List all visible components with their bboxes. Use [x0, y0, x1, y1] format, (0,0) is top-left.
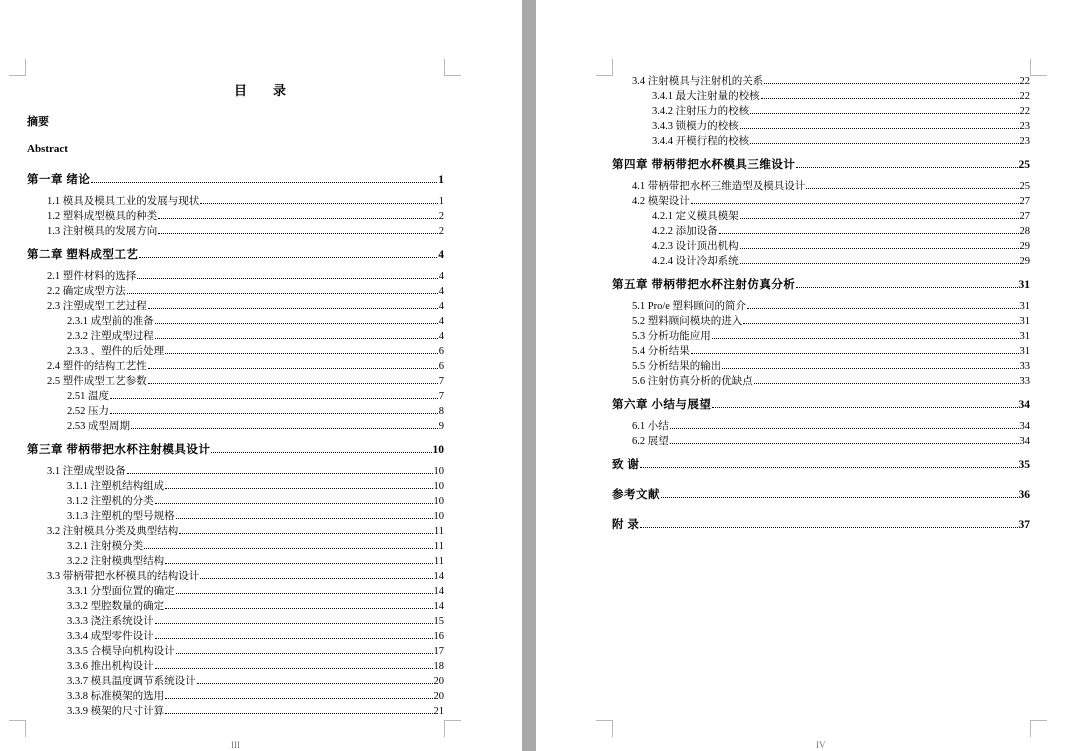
toc-entry-title: 2.53 成型周期 — [67, 421, 130, 432]
toc-entry-page-number: 37 — [1018, 519, 1030, 531]
dot-leader — [661, 497, 1018, 498]
dot-leader — [750, 113, 1018, 114]
dot-leader — [155, 623, 433, 624]
crop-mark-bottom-left — [596, 720, 613, 737]
toc-entry-title: 5.4 分析结果 — [632, 346, 690, 357]
toc-entry-title: 3.3.9 模架的尺寸计算 — [67, 706, 165, 717]
toc-entry-page-number: 2 — [438, 226, 444, 237]
dot-leader — [743, 323, 1018, 324]
toc-entry[interactable] — [632, 330, 1030, 344]
toc-entry[interactable] — [67, 480, 444, 494]
toc-entry[interactable] — [632, 300, 1030, 314]
dot-leader — [740, 248, 1019, 249]
toc-entry-title: 5.2 塑料顾问模块的进入 — [632, 316, 743, 327]
toc-entry[interactable] — [47, 375, 444, 389]
toc-title-char-2: 录 — [273, 83, 289, 98]
dot-leader — [176, 518, 433, 519]
toc-entry-title: 3.3.7 模具温度调节系统设计 — [67, 676, 196, 687]
toc-entry-page-number: 34 — [1019, 436, 1030, 447]
toc-entry-title: 第四章 带柄带把水杯模具三维设计 — [612, 159, 796, 171]
toc-entry-title: 致 谢 — [612, 459, 640, 471]
dot-leader — [165, 698, 432, 699]
toc-title — [0, 80, 522, 99]
toc-entry-page-number: 31 — [1019, 346, 1030, 357]
dot-leader — [110, 398, 438, 399]
toc-entry-title: 3.3.2 型腔数量的确定 — [67, 601, 165, 612]
dot-leader — [691, 203, 1019, 204]
dot-leader — [165, 563, 433, 564]
toc-entry[interactable] — [67, 705, 444, 719]
toc-entry[interactable] — [67, 660, 444, 674]
toc-entry[interactable] — [632, 420, 1030, 434]
toc-entry[interactable] — [612, 398, 1030, 412]
toc-entry-page-number: 16 — [433, 631, 444, 642]
toc-entry[interactable] — [652, 120, 1030, 134]
dot-leader — [806, 188, 1018, 189]
document-page-right — [536, 0, 1070, 751]
toc-entry-page-number: 7 — [438, 376, 444, 387]
toc-entry[interactable] — [67, 420, 444, 434]
crop-mark-bottom-left — [9, 720, 26, 737]
dot-leader — [796, 167, 1017, 168]
dot-leader — [761, 98, 1019, 99]
toc-entry-title: 第六章 小结与展望 — [612, 399, 712, 411]
toc-entry-page-number: 4 — [438, 301, 444, 312]
toc-entry[interactable] — [67, 315, 444, 329]
toc-entry-title: 参考文献 — [612, 489, 660, 501]
toc-entry-title: 3.4.3 锁模力的校核 — [652, 121, 739, 132]
dot-leader — [127, 473, 433, 474]
dot-leader — [148, 368, 438, 369]
toc-entry-page-number: 22 — [1019, 76, 1030, 87]
toc-entry-page-number: 14 — [433, 571, 444, 582]
abstract-en-heading[interactable]: Abstract — [27, 143, 68, 155]
toc-entry-page-number: 4 — [438, 271, 444, 282]
toc-entry-title: 5.3 分析功能应用 — [632, 331, 711, 342]
toc-entry[interactable] — [27, 443, 444, 457]
dot-leader — [110, 413, 438, 414]
dot-leader — [740, 263, 1019, 264]
crop-mark-top-right — [1030, 59, 1047, 76]
toc-entry-title: 3.3.4 成型零件设计 — [67, 631, 154, 642]
crop-mark-bottom-right — [444, 720, 461, 737]
toc-entry-title: 6.1 小结 — [632, 421, 669, 432]
crop-mark-top-left — [9, 59, 26, 76]
toc-entry[interactable] — [652, 90, 1030, 104]
toc-entry[interactable] — [612, 488, 1030, 502]
document-page-left — [0, 0, 522, 751]
toc-entry-title: 2.3.3 、塑件的后处理 — [67, 346, 165, 357]
toc-entry-title: 6.2 展望 — [632, 436, 669, 447]
toc-entry-title: 1.2 塑料成型模具的种类 — [47, 211, 158, 222]
toc-entry-page-number: 27 — [1019, 196, 1030, 207]
toc-entry[interactable] — [652, 240, 1030, 254]
toc-entry-title: 3.4.2 注射压力的校核 — [652, 106, 750, 117]
toc-entry[interactable] — [67, 615, 444, 629]
dot-leader — [740, 218, 1019, 219]
toc-entry-title: 2.3.2 注塑成型过程 — [67, 331, 154, 342]
page-gutter — [522, 0, 536, 751]
dot-leader — [754, 383, 1019, 384]
dot-leader — [691, 353, 1019, 354]
toc-entry-title: 3.3.6 推出机构设计 — [67, 661, 154, 672]
dot-leader — [176, 593, 433, 594]
toc-entry-title: 4.2.3 设计顶出机构 — [652, 241, 739, 252]
toc-entry-title: 4.1 带柄带把水杯三维造型及模具设计 — [632, 181, 806, 192]
crop-mark-top-right — [444, 59, 461, 76]
toc-entry-page-number: 1 — [438, 196, 444, 207]
toc-entry[interactable] — [47, 195, 444, 209]
dot-leader — [764, 83, 1018, 84]
dot-leader — [719, 233, 1019, 234]
dot-leader — [139, 257, 437, 258]
toc-entry-title: 3.3.1 分型面位置的确定 — [67, 586, 175, 597]
toc-entry-title: 3.3.8 标准模架的选用 — [67, 691, 165, 702]
dot-leader — [722, 368, 1018, 369]
toc-entry[interactable] — [67, 390, 444, 404]
dot-leader — [165, 713, 432, 714]
dot-leader — [155, 323, 438, 324]
toc-entry[interactable] — [612, 158, 1030, 172]
toc-entry-page-number: 22 — [1019, 91, 1030, 102]
toc-entry-page-number: 18 — [433, 661, 444, 672]
toc-entry[interactable] — [632, 75, 1030, 89]
abstract-cn-heading[interactable]: 摘要 — [27, 116, 49, 128]
toc-entry-title: 3.1.3 注塑机的型号规格 — [67, 511, 175, 522]
toc-entry-page-number: 33 — [1019, 361, 1030, 372]
toc-entry-page-number: 29 — [1019, 241, 1030, 252]
toc-entry-title: 第一章 绪论 — [27, 174, 91, 186]
toc-entry[interactable] — [67, 555, 444, 569]
crop-mark-top-left — [596, 59, 613, 76]
dot-leader — [155, 638, 433, 639]
toc-entry[interactable] — [632, 345, 1030, 359]
toc-entry-page-number: 7 — [438, 391, 444, 402]
toc-entry-page-number: 25 — [1019, 181, 1030, 192]
toc-entry-title: 1.1 模具及模具工业的发展与现状 — [47, 196, 200, 207]
dot-leader — [127, 293, 438, 294]
toc-entry-page-number: 10 — [432, 444, 444, 456]
toc-entry-title: 3.1 注塑成型设备 — [47, 466, 126, 477]
toc-entry[interactable] — [67, 675, 444, 689]
dot-leader — [148, 383, 438, 384]
toc-entry-page-number: 31 — [1019, 316, 1030, 327]
toc-entry-page-number: 36 — [1018, 489, 1030, 501]
toc-entry-page-number: 27 — [1019, 211, 1030, 222]
dot-leader — [131, 428, 438, 429]
toc-entry-title: 3.3.5 合模导向机构设计 — [67, 646, 175, 657]
toc-entry-page-number: 29 — [1019, 256, 1030, 267]
toc-entry-page-number: 28 — [1019, 226, 1030, 237]
toc-entry-page-number: 33 — [1019, 376, 1030, 387]
toc-entry-page-number: 6 — [438, 346, 444, 357]
toc-entry-title: 3.3.3 浇注系统设计 — [67, 616, 154, 627]
toc-entry-title: 3.3 带柄带把水杯模具的结构设计 — [47, 571, 200, 582]
toc-entry-page-number: 14 — [433, 586, 444, 597]
toc-entry-title: 1.3 注射模具的发展方向 — [47, 226, 158, 237]
dot-leader — [165, 353, 438, 354]
toc-entry-page-number: 31 — [1018, 279, 1030, 291]
toc-entry[interactable] — [47, 225, 444, 239]
page-number-footer: IV — [816, 740, 826, 750]
toc-entry[interactable] — [612, 278, 1030, 292]
toc-entry[interactable] — [67, 510, 444, 524]
toc-entry-page-number: 31 — [1019, 331, 1030, 342]
toc-entry-page-number: 25 — [1018, 159, 1030, 171]
toc-entry-title: 2.3.1 成型前的准备 — [67, 316, 154, 327]
toc-entry[interactable] — [632, 435, 1030, 449]
toc-entry-title: 4.2.1 定义模具模架 — [652, 211, 739, 222]
toc-entry-page-number: 8 — [438, 406, 444, 417]
dot-leader — [640, 467, 1017, 468]
toc-entry-title: 4.2.2 添加设备 — [652, 226, 718, 237]
toc-entry[interactable] — [67, 645, 444, 659]
toc-entry-page-number: 4 — [438, 316, 444, 327]
toc-entry-title: 3.1.2 注塑机的分类 — [67, 496, 154, 507]
toc-entry[interactable] — [652, 255, 1030, 269]
toc-entry[interactable] — [67, 345, 444, 359]
toc-entry[interactable] — [47, 210, 444, 224]
toc-entry[interactable] — [632, 195, 1030, 209]
toc-entry-page-number: 10 — [433, 481, 444, 492]
toc-entry-title: 3.2.2 注射模典型结构 — [67, 556, 165, 567]
toc-entry-title: 3.2.1 注射模分类 — [67, 541, 144, 552]
dot-leader — [200, 578, 432, 579]
toc-entry[interactable] — [632, 315, 1030, 329]
toc-entry[interactable] — [47, 360, 444, 374]
toc-entry-page-number: 11 — [433, 541, 444, 552]
dot-leader — [670, 428, 1019, 429]
toc-entry[interactable] — [47, 465, 444, 479]
toc-entry[interactable] — [47, 270, 444, 284]
toc-entry-title: 2.3 注塑成型工艺过程 — [47, 301, 147, 312]
dot-leader — [197, 683, 433, 684]
toc-entry-title: 2.52 压力 — [67, 406, 109, 417]
toc-entry[interactable] — [632, 375, 1030, 389]
dot-leader — [750, 143, 1018, 144]
toc-title-char-1: 目 — [233, 83, 249, 98]
toc-entry[interactable] — [27, 248, 444, 262]
dot-leader — [144, 548, 433, 549]
toc-entry[interactable] — [67, 495, 444, 509]
toc-entry[interactable] — [67, 330, 444, 344]
toc-entry[interactable] — [67, 600, 444, 614]
toc-entry-title: 2.5 塑件成型工艺参数 — [47, 376, 147, 387]
toc-entry[interactable] — [67, 540, 444, 554]
dot-leader — [155, 668, 433, 669]
toc-entry[interactable] — [632, 360, 1030, 374]
toc-entry-page-number: 22 — [1019, 106, 1030, 117]
dot-leader — [712, 338, 1019, 339]
toc-entry-title: 5.1 Pro/e 塑料顾问的简介 — [632, 301, 747, 312]
toc-entry-page-number: 20 — [433, 676, 444, 687]
toc-entry-page-number: 9 — [438, 421, 444, 432]
toc-entry-page-number: 2 — [438, 211, 444, 222]
dot-leader — [712, 407, 1017, 408]
toc-entry[interactable] — [652, 225, 1030, 239]
toc-entry-page-number: 21 — [433, 706, 444, 717]
dot-leader — [211, 452, 431, 453]
toc-entry[interactable] — [652, 135, 1030, 149]
toc-entry-page-number: 4 — [438, 286, 444, 297]
toc-entry[interactable] — [612, 458, 1030, 472]
toc-entry-title: 2.2 确定成型方法 — [47, 286, 126, 297]
toc-entry-title: 第二章 塑料成型工艺 — [27, 249, 139, 261]
toc-entry-page-number: 4 — [438, 331, 444, 342]
dot-leader — [796, 287, 1017, 288]
toc-entry[interactable] — [652, 210, 1030, 224]
toc-entry-page-number: 17 — [433, 646, 444, 657]
toc-entry[interactable] — [47, 570, 444, 584]
toc-entry-page-number: 14 — [433, 601, 444, 612]
dot-leader — [200, 203, 438, 204]
toc-entry-page-number: 23 — [1019, 121, 1030, 132]
dot-leader — [158, 218, 438, 219]
crop-mark-bottom-right — [1030, 720, 1047, 737]
toc-entry-page-number: 1 — [438, 174, 444, 186]
dot-leader — [137, 278, 438, 279]
dot-leader — [165, 608, 432, 609]
dot-leader — [165, 488, 432, 489]
toc-entry[interactable] — [67, 690, 444, 704]
toc-entry[interactable] — [47, 300, 444, 314]
toc-entry-page-number: 34 — [1019, 421, 1030, 432]
toc-entry-page-number: 11 — [433, 526, 444, 537]
toc-entry[interactable] — [632, 180, 1030, 194]
page-number-footer: III — [231, 740, 240, 750]
toc-entry-page-number: 20 — [433, 691, 444, 702]
toc-entry-title: 第三章 带柄带把水杯注射模具设计 — [27, 444, 211, 456]
toc-entry-title: 3.4.4 开模行程的校核 — [652, 136, 750, 147]
toc-entry-title: 4.2 模架设计 — [632, 196, 690, 207]
dot-leader — [91, 182, 437, 183]
dot-leader — [155, 503, 433, 504]
toc-entry-page-number: 15 — [433, 616, 444, 627]
dot-leader — [747, 308, 1018, 309]
toc-entry-page-number: 10 — [433, 496, 444, 507]
dot-leader — [670, 443, 1019, 444]
toc-entry-page-number: 10 — [433, 511, 444, 522]
toc-entry-title: 3.4.1 最大注射量的校核 — [652, 91, 760, 102]
dot-leader — [155, 338, 438, 339]
toc-entry-title: 第五章 带柄带把水杯注射仿真分析 — [612, 279, 796, 291]
toc-entry-page-number: 6 — [438, 361, 444, 372]
toc-entry-title: 2.51 温度 — [67, 391, 109, 402]
toc-entry[interactable] — [652, 105, 1030, 119]
dot-leader — [640, 527, 1017, 528]
toc-entry-page-number: 35 — [1018, 459, 1030, 471]
dot-leader — [176, 653, 433, 654]
toc-entry-page-number: 10 — [433, 466, 444, 477]
toc-entry-page-number: 34 — [1018, 399, 1030, 411]
toc-entry[interactable] — [67, 630, 444, 644]
dot-leader — [740, 128, 1019, 129]
toc-entry-title: 5.6 注射仿真分析的优缺点 — [632, 376, 753, 387]
dot-leader — [158, 233, 438, 234]
toc-entry-title: 3.2 注射模具分类及典型结构 — [47, 526, 179, 537]
toc-entry[interactable] — [27, 173, 444, 187]
dot-leader — [148, 308, 438, 309]
toc-entry-page-number: 11 — [433, 556, 444, 567]
toc-entry[interactable] — [67, 405, 444, 419]
toc-entry-title: 3.4 注射模具与注射机的关系 — [632, 76, 764, 87]
toc-entry[interactable] — [67, 585, 444, 599]
toc-entry[interactable] — [612, 518, 1030, 532]
toc-entry-page-number: 23 — [1019, 136, 1030, 147]
toc-entry-title: 4.2.4 设计冷却系统 — [652, 256, 739, 267]
dot-leader — [179, 533, 433, 534]
toc-entry-title: 5.5 分析结果的输出 — [632, 361, 722, 372]
toc-entry-title: 2.1 塑件材料的选择 — [47, 271, 137, 282]
toc-entry[interactable] — [47, 525, 444, 539]
toc-entry[interactable] — [47, 285, 444, 299]
toc-entry-page-number: 4 — [438, 249, 444, 261]
toc-entry-page-number: 31 — [1019, 301, 1030, 312]
toc-entry-title: 3.1.1 注塑机结构组成 — [67, 481, 165, 492]
toc-entry-title: 附 录 — [612, 519, 640, 531]
toc-entry-title: 2.4 塑件的结构工艺性 — [47, 361, 147, 372]
